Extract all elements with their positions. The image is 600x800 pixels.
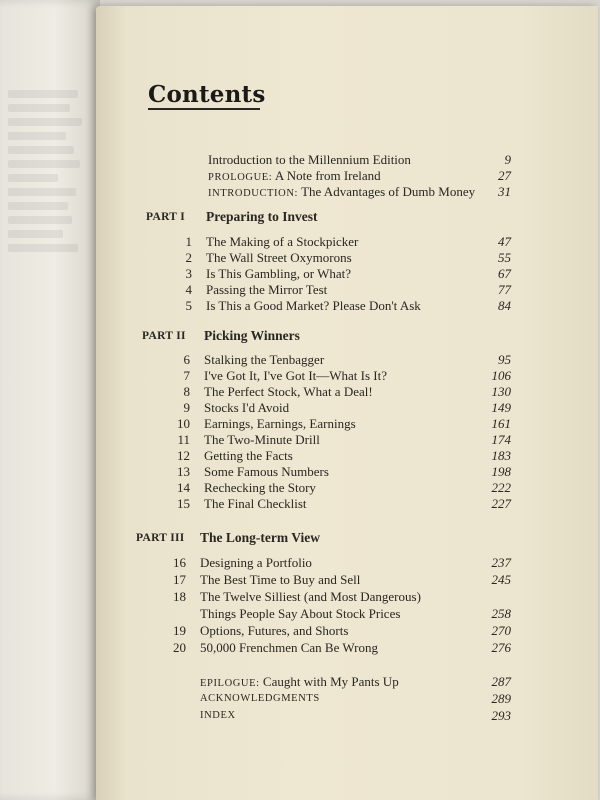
toc-chapter[interactable] <box>96 250 598 266</box>
toc-entry-epilogue[interactable] <box>96 674 598 690</box>
bleed-through-text <box>8 90 88 258</box>
toc-chapter[interactable] <box>96 448 598 464</box>
chapter-number: 5 <box>185 298 192 313</box>
chapter-number: 10 <box>177 416 190 431</box>
part-title: Picking Winners <box>204 328 300 343</box>
chapter-title: I've Got It, I've Got It—What Is It? <box>204 368 388 383</box>
chapter-title: The Twelve Silliest (and Most Dangerous) <box>200 589 421 604</box>
chapter-title: The Final Checklist <box>204 496 307 511</box>
part-heading-2[interactable] <box>96 328 598 346</box>
chapter-title: 50,000 Frenchmen Can Be Wrong <box>200 640 378 655</box>
chapter-number: 12 <box>177 448 190 463</box>
entry-page: 9 <box>504 152 511 167</box>
chapter-number: 11 <box>177 432 190 447</box>
entry-title: Caught with My Pants Up <box>262 674 399 689</box>
chapter-number: 7 <box>183 368 190 383</box>
contents-page <box>96 6 598 800</box>
chapter-title: Stocks I'd Avoid <box>204 400 290 415</box>
toc-chapter[interactable] <box>96 432 598 448</box>
chapter-title: Some Famous Numbers <box>204 464 329 479</box>
chapter-title: The Making of a Stockpicker <box>206 234 359 249</box>
chapter-page: 55 <box>498 250 511 265</box>
chapter-page: 198 <box>491 464 511 479</box>
entry-title: Introduction to the Millennium Edition <box>208 152 411 167</box>
toc-chapter[interactable] <box>96 400 598 416</box>
chapter-page: 106 <box>491 368 511 383</box>
toc-chapter[interactable] <box>96 368 598 384</box>
previous-page-edge <box>0 0 100 800</box>
toc-chapter[interactable] <box>96 589 598 605</box>
chapter-number: 4 <box>185 282 192 297</box>
chapter-page: 77 <box>498 282 511 297</box>
chapter-title: Passing the Mirror Test <box>206 282 328 297</box>
chapter-title: The Wall Street Oxymorons <box>206 250 352 265</box>
entry-prefix: EPILOGUE: <box>200 678 260 689</box>
chapter-number: 9 <box>183 400 190 415</box>
toc-entry-acknowledgments[interactable] <box>96 691 598 707</box>
chapter-number: 8 <box>183 384 190 399</box>
chapter-title: Designing a Portfolio <box>200 555 312 570</box>
chapter-number: 2 <box>185 250 192 265</box>
entry-prefix: INTRODUCTION: <box>208 188 299 199</box>
toc-chapter-continued[interactable] <box>96 606 598 622</box>
toc-chapter[interactable] <box>96 623 598 639</box>
chapter-page: 149 <box>491 400 511 415</box>
chapter-title: Getting the Facts <box>204 448 293 463</box>
chapter-page: 174 <box>491 432 511 447</box>
entry-title: INDEX <box>200 710 236 721</box>
entry-title: The Advantages of Dumb Money <box>301 184 476 199</box>
toc-chapter[interactable] <box>96 572 598 588</box>
entry-page: 293 <box>491 708 511 723</box>
toc-chapter[interactable] <box>96 464 598 480</box>
chapter-page: 227 <box>491 496 511 511</box>
chapter-number: 19 <box>173 623 186 638</box>
toc-chapter[interactable] <box>96 352 598 368</box>
chapter-number: 15 <box>177 496 190 511</box>
chapter-number: 17 <box>173 572 186 587</box>
chapter-page: 270 <box>491 623 511 638</box>
part-heading-1[interactable] <box>96 209 598 227</box>
toc-chapter[interactable] <box>96 496 598 512</box>
toc-chapter[interactable] <box>96 555 598 571</box>
chapter-number: 18 <box>173 589 186 604</box>
chapter-page: 245 <box>491 572 511 587</box>
toc-chapter[interactable] <box>96 282 598 298</box>
chapter-page: 276 <box>491 640 511 655</box>
chapter-title: Is This Gambling, or What? <box>206 266 352 281</box>
entry-page: 31 <box>498 184 511 199</box>
chapter-title: Stalking the Tenbagger <box>204 352 325 367</box>
chapter-page: 183 <box>491 448 511 463</box>
chapter-title: Rechecking the Story <box>204 480 316 495</box>
toc-chapter[interactable] <box>96 234 598 250</box>
chapter-number: 6 <box>183 352 190 367</box>
chapter-number: 20 <box>173 640 186 655</box>
chapter-title: Earnings, Earnings, Earnings <box>204 416 356 431</box>
toc-chapter[interactable] <box>96 266 598 282</box>
chapter-title: Options, Futures, and Shorts <box>200 623 349 638</box>
chapter-page: 95 <box>498 352 511 367</box>
entry-title: A Note from Ireland <box>274 168 381 183</box>
part-label: PART II <box>142 330 186 342</box>
part-heading-3[interactable] <box>96 530 598 548</box>
chapter-page: 67 <box>498 266 511 281</box>
chapter-number: 16 <box>173 555 186 570</box>
toc-entry-index[interactable] <box>96 708 598 724</box>
chapter-number: 1 <box>185 234 192 249</box>
chapter-title: Things People Say About Stock Prices <box>200 606 401 621</box>
chapter-page: 237 <box>491 555 511 570</box>
chapter-title: The Perfect Stock, What a Deal! <box>204 384 373 399</box>
toc-chapter[interactable] <box>96 480 598 496</box>
toc-entry-introduction[interactable] <box>96 152 598 168</box>
entry-prefix: PROLOGUE: <box>208 172 273 183</box>
chapter-number: 3 <box>185 266 192 281</box>
chapter-title: Is This a Good Market? Please Don't Ask <box>206 298 421 313</box>
toc-chapter[interactable] <box>96 384 598 400</box>
entry-page: 27 <box>498 168 511 183</box>
part-title: The Long-term View <box>200 530 320 545</box>
chapter-page: 222 <box>491 480 511 495</box>
toc-chapter[interactable] <box>96 640 598 656</box>
chapter-title: The Two-Minute Drill <box>204 432 320 447</box>
chapter-page: 161 <box>491 416 511 431</box>
part-label: PART III <box>136 532 185 544</box>
chapter-title: The Best Time to Buy and Sell <box>200 572 361 587</box>
chapter-page: 130 <box>491 384 511 399</box>
toc-entry-introduction-dumb-money[interactable] <box>96 184 598 200</box>
toc-chapter[interactable] <box>96 298 598 314</box>
entry-page: 287 <box>491 674 511 689</box>
title-underline <box>148 108 260 110</box>
page-title: Contents <box>148 81 266 108</box>
entry-title: ACKNOWLEDGMENTS <box>200 693 320 704</box>
chapter-number: 13 <box>177 464 190 479</box>
toc-entry-prologue[interactable] <box>96 168 598 184</box>
chapter-page: 84 <box>498 298 511 313</box>
entry-page: 289 <box>491 691 511 706</box>
toc-chapter[interactable] <box>96 416 598 432</box>
part-label: PART I <box>146 211 185 223</box>
chapter-page: 258 <box>491 606 511 621</box>
part-title: Preparing to Invest <box>206 209 318 224</box>
chapter-number: 14 <box>177 480 190 495</box>
chapter-page: 47 <box>498 234 511 249</box>
